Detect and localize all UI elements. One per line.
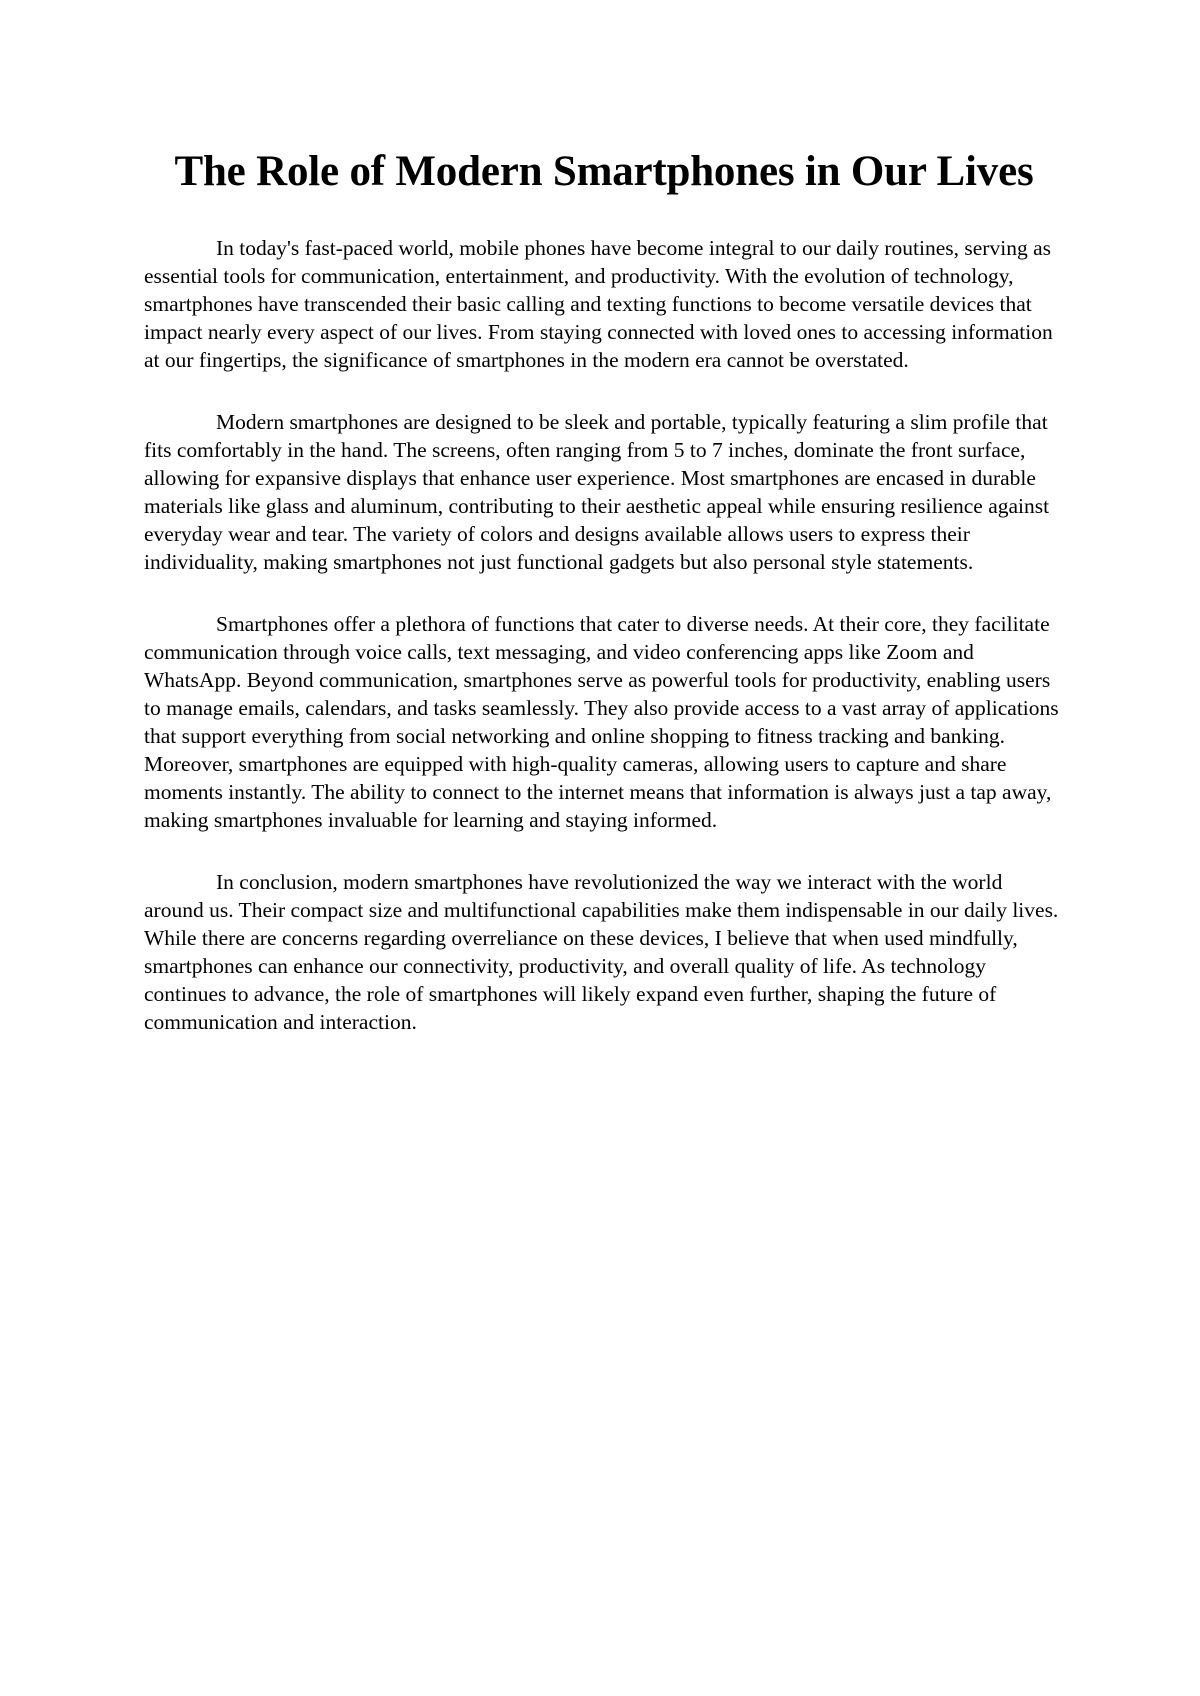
paragraph-design: Modern smartphones are designed to be sleek and portable, typically featuring a slim profile that fits comfortably in the hand. The screens, often ranging from 5 to 7 inches, dominate the front surface, allowing for expansive displays that enhance user experience. Most smartphones are encased in durable materials like glass and aluminum, contributing to their aesthetic appeal while ensuring resilience against everyday wear and tear. The variety of colors and designs available allows users to express their individuality, making smartphones not just functional gadgets but also personal style statements. xyxy=(144,410,1050,574)
paragraph-introduction: In today's fast-paced world, mobile phones have become integral to our daily routines, serving as essential tools for communication, entertainment, and productivity. With the evolution of technology, smartphones have transcended their basic calling and texting functions to become versatile devices that impact nearly every aspect of our lives. From staying connected with loved ones to accessing information at our fingertips, the significance of smartphones in the modern era cannot be overstated. xyxy=(144,236,1053,372)
paragraph-functions: Smartphones offer a plethora of functions that cater to diverse needs. At their core, they facilitate communication through voice calls, text messaging, and video conferencing apps like Zoom and WhatsApp. Beyond communication, smartphones serve as powerful tools for productivity, enabling users to manage emails, calendars, and tasks seamlessly. They also provide access to a vast array of applications that support everything from social networking and online shopping to fitness tracking and banking. Moreover, smartphones are equipped with high-quality cameras, allowing users to capture and share moments instantly. The ability to connect to the internet means that information is always just a tap away, making smartphones invaluable for learning and staying informed. xyxy=(144,612,1059,832)
document-body xyxy=(144,144,1064,1036)
paragraph-conclusion: In conclusion, modern smartphones have revolutionized the way we interact with the world around us. Their compact size and multifunctional capabilities make them indispensable in our daily lives. While there are concerns regarding overreliance on these devices, I believe that when used mindfully, smartphones can enhance our connectivity, productivity, and overall quality of life. As technology continues to advance, the role of smartphones will likely expand even further, shaping the future of communication and interaction. xyxy=(144,870,1059,1034)
document-title: The Role of Modern Smartphones in Our Lives xyxy=(174,148,1034,195)
